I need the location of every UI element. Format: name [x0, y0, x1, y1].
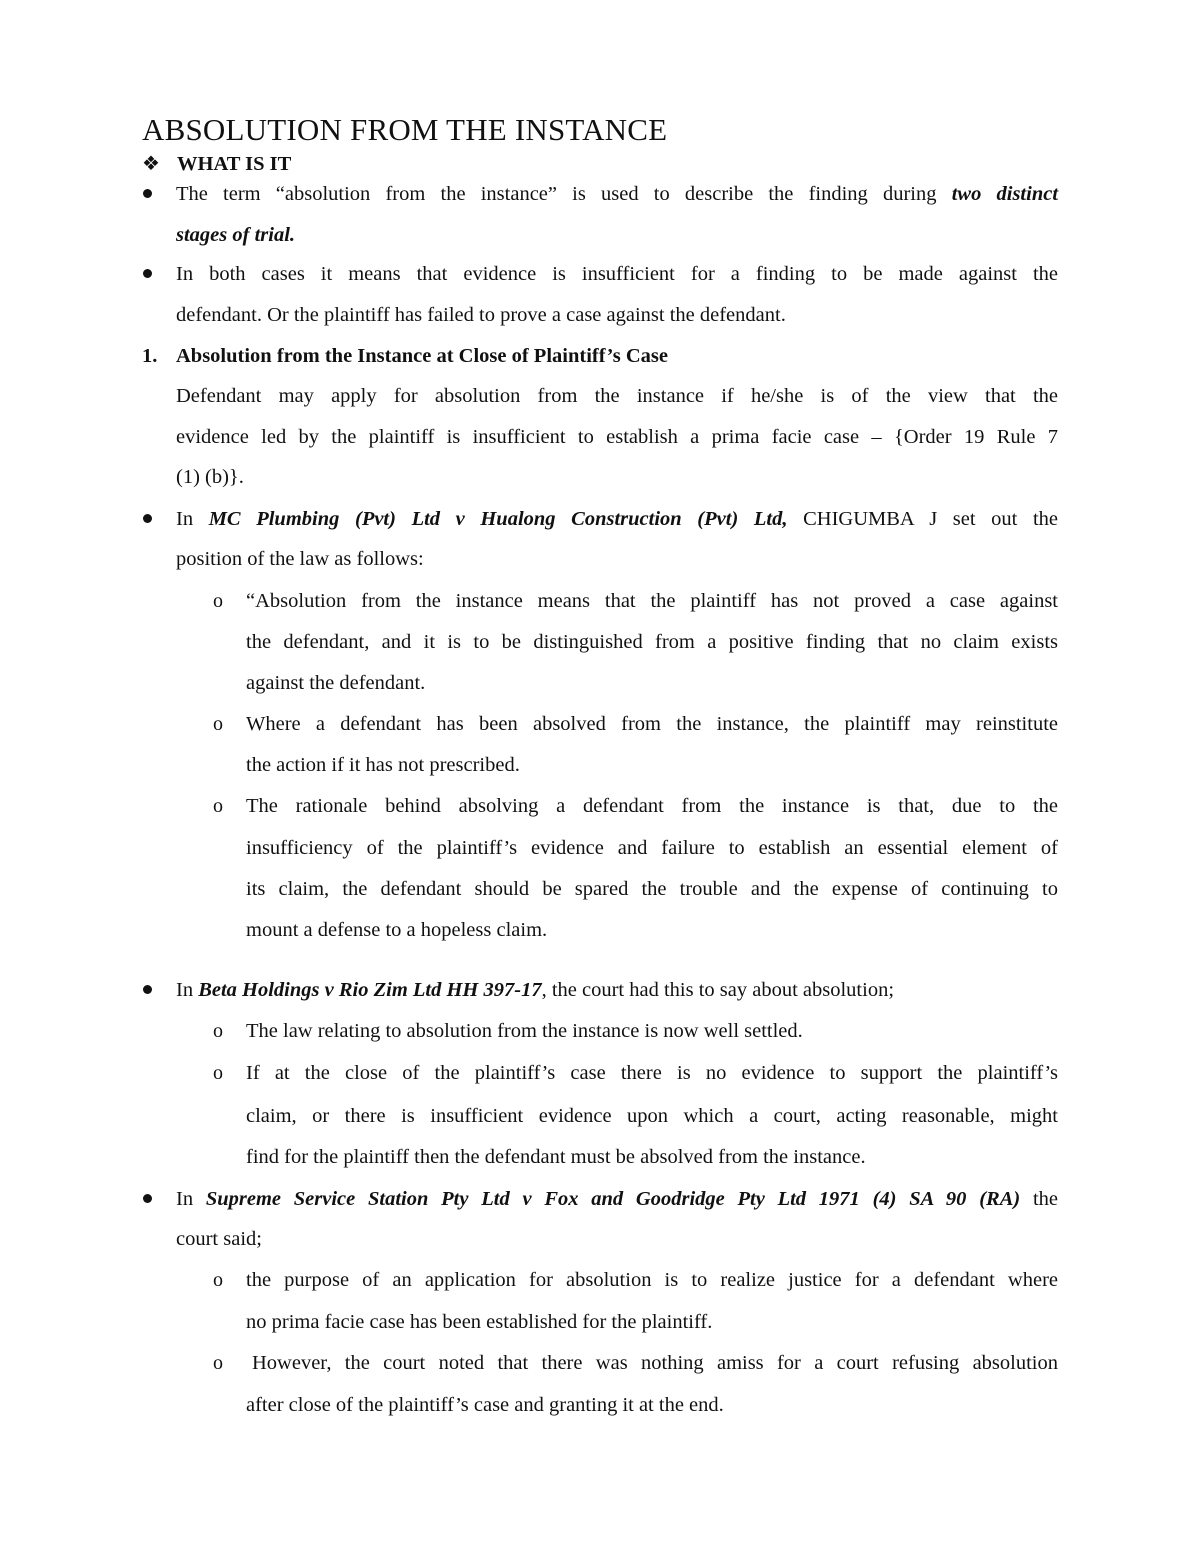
circle-bullet-icon: o [213, 590, 223, 612]
bullet-icon [143, 189, 152, 198]
section-heading: Absolution from the Instance at Close of Plaintiff’s Case [176, 345, 668, 367]
quote-line: the purpose of an application for absolution is to realize justice for a defendant where [246, 1269, 1058, 1291]
paragraph-text: CHIGUMBA J set out the [803, 508, 1059, 530]
section-number: 1. [142, 345, 158, 367]
quote-line: However, the court noted that there was nothing amiss for a court refusing absolution [252, 1352, 1058, 1374]
subheading-what-is-it: WHAT IS IT [177, 153, 292, 175]
case-citation: MC Plumbing (Pvt) Ltd v Hualong Construction (Pvt) Ltd, [208, 508, 788, 530]
quote-line: insufficiency of the plaintiff’s evidence and failure to establish an essential element of [246, 837, 1058, 859]
bullet-icon [143, 1194, 152, 1203]
supreme-line2: court said; [176, 1228, 262, 1250]
paragraph-both-cases-line1: In both cases it means that evidence is insufficient for a finding to be made against the [176, 263, 1058, 285]
quote-line: The law relating to absolution from the instance is now well settled. [246, 1020, 803, 1042]
paragraph-text: In [176, 1188, 194, 1210]
quote-line: the defendant, and it is to be distinguished from a positive finding that no claim exists [246, 631, 1058, 653]
section-text-line2: evidence led by the plaintiff is insufficient to establish a prima facie case – {Order 19 Rule 7 [176, 426, 1058, 448]
paragraph-text: The term “absolution from the instance” is used to describe the finding during [176, 183, 937, 205]
paragraph-text: In [176, 979, 194, 1001]
emphasis-text: two distinct [951, 183, 1059, 205]
circle-bullet-icon: o [213, 713, 223, 735]
quote-line: the action if it has not prescribed. [246, 754, 520, 776]
paragraph-text: , the court had this to say about absolution; [541, 979, 895, 1001]
quote-line: mount a defense to a hopeless claim. [246, 919, 548, 941]
circle-bullet-icon: o [213, 1062, 223, 1084]
bullet-icon [143, 985, 152, 994]
circle-bullet-icon: o [213, 1269, 223, 1291]
supreme-line1 [176, 1186, 1058, 1212]
emphasis-text: stages of trial. [176, 224, 296, 246]
quote-line: If at the close of the plaintiff’s case there is no evidence to support the plaintiff’s [246, 1062, 1058, 1084]
paragraph-term-line1 [176, 181, 1058, 207]
bullet-icon [143, 269, 152, 278]
quote-line: against the defendant. [246, 672, 426, 694]
paragraph-text: In [176, 508, 194, 530]
quote-line: after close of the plaintiff’s case and granting it at the end. [246, 1394, 724, 1416]
section-text-line1: Defendant may apply for absolution from the instance if he/she is of the view that the [176, 385, 1058, 407]
quote-line: The rationale behind absolving a defendant from the instance is that, due to the [246, 795, 1058, 817]
mc-plumbing-line1 [176, 506, 1058, 532]
beta-holdings-line1 [176, 977, 894, 1003]
case-citation: Supreme Service Station Pty Ltd v Fox and Goodridge Pty Ltd 1971 (4) SA 90 (RA) [205, 1188, 1021, 1210]
paragraph-text: the [1032, 1188, 1059, 1210]
quote-line: its claim, the defendant should be spared the trouble and the expense of continuing to [246, 878, 1058, 900]
quote-line: claim, or there is insufficient evidence upon which a court, acting reasonable, might [246, 1105, 1058, 1127]
section-text-line3: (1) (b)}. [176, 466, 244, 488]
quote-line: “Absolution from the instance means that the plaintiff has not proved a case against [246, 590, 1058, 612]
circle-bullet-icon: o [213, 1020, 223, 1042]
quote-line: find for the plaintiff then the defendant must be absolved from the instance. [246, 1146, 866, 1168]
circle-bullet-icon: o [213, 795, 223, 817]
bullet-icon [143, 514, 152, 523]
diamond-bullet-icon: ❖ [142, 153, 160, 175]
page-title: ABSOLUTION FROM THE INSTANCE [142, 112, 668, 147]
mc-plumbing-line2: position of the law as follows: [176, 548, 424, 570]
quote-line: Where a defendant has been absolved from the instance, the plaintiff may reinstitute [246, 713, 1058, 735]
quote-line: no prima facie case has been established for the plaintiff. [246, 1311, 713, 1333]
circle-bullet-icon: o [213, 1352, 223, 1374]
paragraph-both-cases-line2: defendant. Or the plaintiff has failed to prove a case against the defendant. [176, 304, 786, 326]
case-citation: Beta Holdings v Rio Zim Ltd HH 397-17 [198, 979, 542, 1001]
